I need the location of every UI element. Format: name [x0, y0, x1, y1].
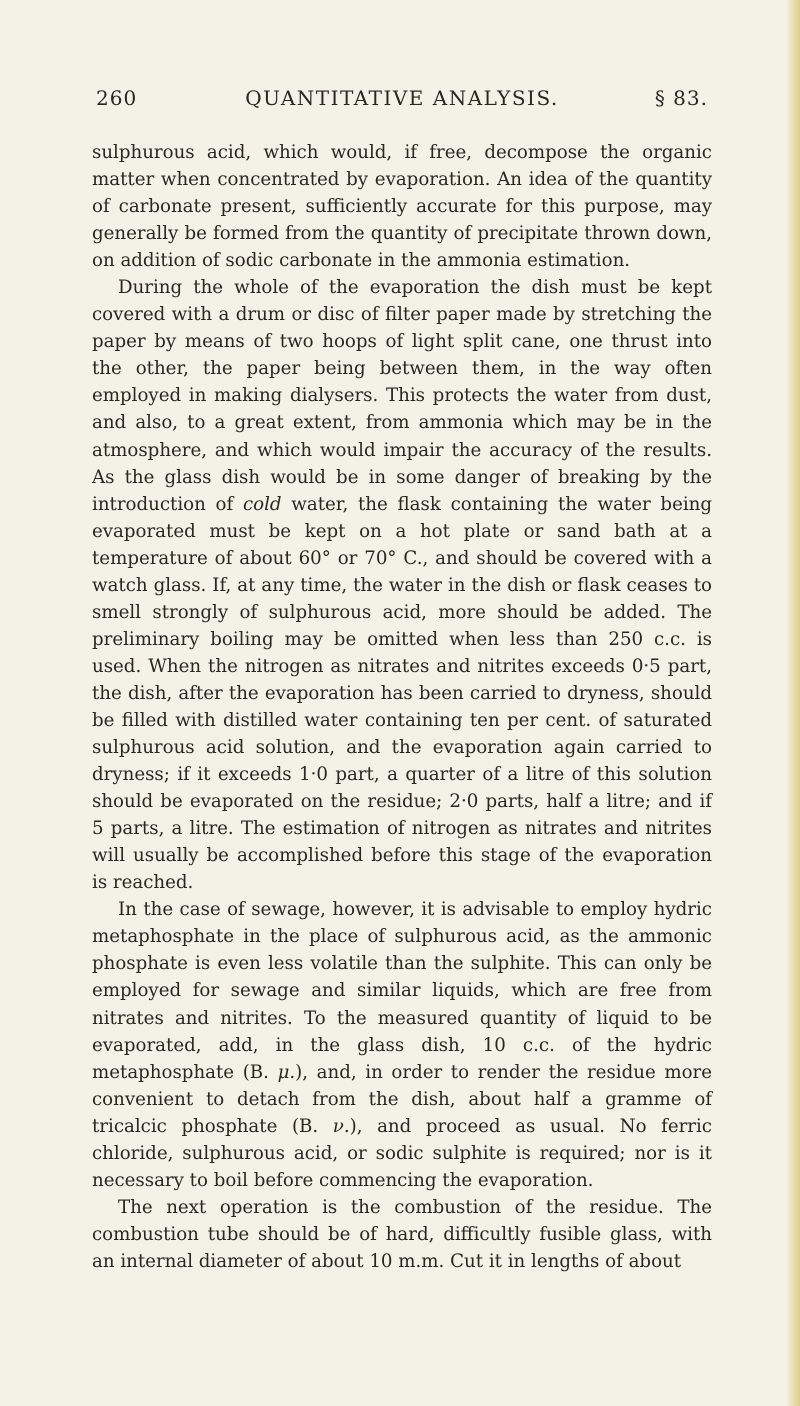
paragraph-2-text-b: water, the flask containing the water being evaporated must be kept on a hot plate or sand bath at a temperature of about 60° or 70° C., and should be covered with a watch glass. If, at any time, the water in the dish or flask ceases to smell strongly of sulphurous acid, more should be added. The preliminary boiling may be omitted when less than 250 c.c. is used. When the nitrogen as nitrates and nitrites exceeds 0·5 part, the dish, after the evaporation has been carried to dryness, should be filled with distilled water containing ten per cent. of saturated sulphurous acid solution, and the evaporation again carried to dryness; if it exceeds 1·0 part, a quarter of a litre of this solution should be evaporated on the residue; 2·0 parts, half a litre; and if 5 parts, a litre. The estimation of nitrogen as nitrates and nitrites will usually be accomplished before this stage of the evaporation is reached. — [92, 493, 713, 894]
page-number: 260 — [96, 86, 138, 110]
paragraph-1 — [92, 139, 712, 274]
paragraph-3-nu: ν. — [332, 1115, 350, 1137]
paragraph-4 — [92, 1194, 712, 1275]
paragraph-3-mu: μ. — [277, 1061, 296, 1083]
paragraph-3-text-b: ), and, in order to render the residue more convenient to detach from the dish, about half a gramme of tricalcic phosphate (B. — [92, 1061, 712, 1137]
paragraph-2-italic: cold — [242, 493, 282, 515]
page-edge-discoloration — [786, 0, 800, 1406]
paragraph-2 — [92, 274, 712, 896]
paragraph-1-text: sulphurous acid, which would, if free, decompose the organic matter when concentrated by evaporation. An idea of the quantity of carbonate present, sufficiently accurate for this purpose, may generally be formed from the quantity of precipitate thrown down, on addition of sodic carbonate in the ammonia estimation. — [92, 142, 712, 272]
section-number: § 83. — [654, 86, 708, 110]
paragraph-4-text: The next operation is the combustion of the residue. The combustion tube should be of hard, difficultly fusible glass, with an internal diameter of about 10 m.m. Cut it in lengths of about — [92, 1196, 712, 1272]
body-text — [92, 139, 712, 1275]
paragraph-3-text-a: In the case of sewage, however, it is advisable to employ hydric metaphosphate in the place of sulphurous acid, as the ammonic phosphate is even less volatile than the sulphite. This can only be employed for sewage and similar liquids, which are free from nitrates and nitrites. To the measured quantity of liquid to be evaporated, add, in the glass dish, 10 c.c. of the hydric metaphosphate (B. — [92, 899, 712, 1083]
paragraph-3 — [92, 896, 712, 1194]
running-header — [96, 86, 708, 116]
paragraph-2-text-a: During the whole of the evaporation the dish must be kept covered with a drum or disc of filter paper made by stretching the paper by means of two hoops of light split cane, one thrust into the other, the paper being between them, in the way often employed in making dialysers. This protects the water from dust, and also, to a great extent, from ammonia which may be in the atmosphere, and which would impair the accuracy of the results. As the glass dish would be in some danger of breaking by the introduction of — [92, 277, 712, 515]
paragraph-3-text-c: ), and proceed as usual. No ferric chloride, sulphurous acid, or sodic sulphite is required; nor is it necessary to boil before commencing the evaporation. — [92, 1115, 712, 1191]
running-title: QUANTITATIVE ANALYSIS. — [245, 86, 559, 110]
